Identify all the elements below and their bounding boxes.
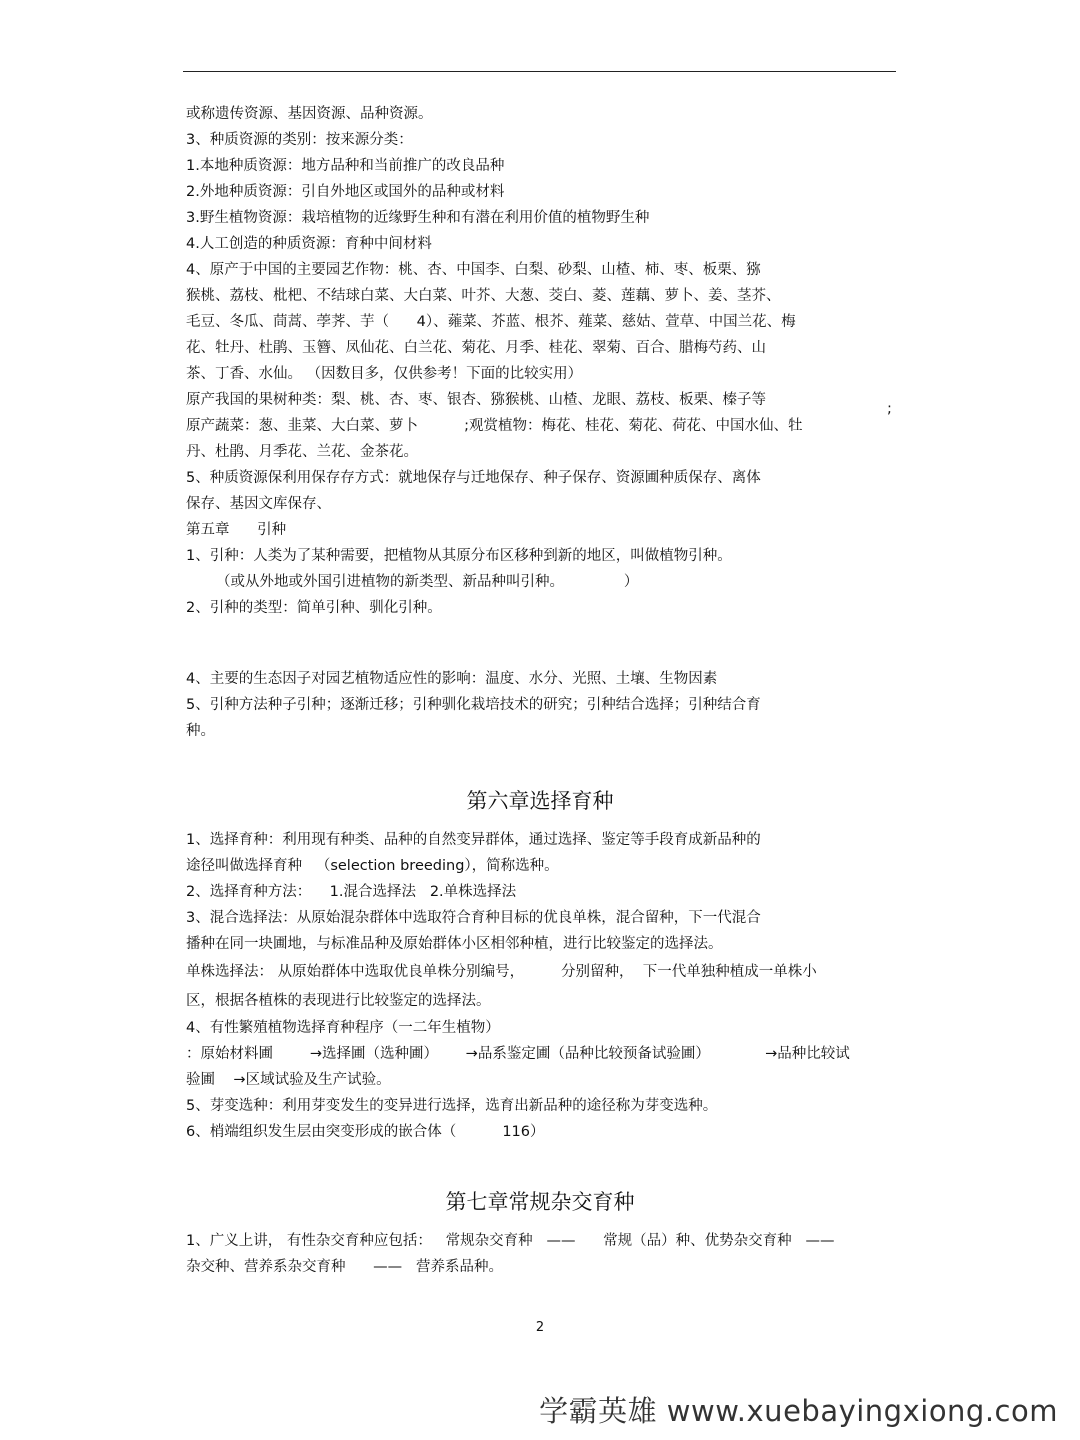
text-line: 1、选择育种：利用现有种类、品种的自然变异群体，通过选择、鉴定等手段育成新品种的: [186, 832, 761, 848]
text-line: 毛豆、冬瓜、茼蒿、荸荠、芋（ 4）、蕹菜、芥蓝、根芥、薤菜、慈姑、萱草、中国兰花、梅: [186, 314, 796, 330]
block-1: [186, 101, 896, 621]
header-rule: [183, 71, 896, 72]
text-line: 3.野生植物资源：栽培植物的近缘野生种和有潜在利用价值的植物野生种: [186, 210, 650, 226]
text-line: 5、引种方法种子引种；逐渐迁移；引种驯化栽培技术的研究；引种结合选择；引种结合育: [186, 697, 761, 713]
block-2: [186, 666, 896, 744]
text-line: 保存、基因文库保存、: [186, 496, 331, 512]
watermark: 学霸英雄 www.xuebayingxiong.com: [539, 1394, 1058, 1428]
text-line: 4、主要的生态因子对园艺植物适应性的影响：温度、水分、光照、土壤、生物因素: [186, 671, 718, 687]
text-line: 2、选择育种方法： 1.混合选择法 2.单株选择法: [186, 884, 517, 900]
chapter-7-heading: 第七章常规杂交育种: [445, 1190, 635, 1214]
text-line: 途径叫做选择育种 （selection breeding），简称选种。: [186, 858, 559, 874]
text-line: 种。: [186, 723, 215, 739]
text-line: 1、广义上讲， 有性杂交育种应包括： 常规杂交育种 —— 常规（品）种、优势杂交育种 ——: [186, 1233, 835, 1249]
page-number: 2: [535, 1320, 545, 1335]
text-line: 5、种质资源保利用保存存方式：就地保存与迁地保存、种子保存、资源圃种质保存、离体: [186, 470, 761, 486]
block-3: [186, 827, 896, 1145]
text-line: 2.外地种质资源：引自外地区或国外的品种或材料: [186, 184, 505, 200]
text-line: 3、混合选择法：从原始混杂群体中选取符合育种目标的优良单株，混合留种，下一代混合: [186, 910, 761, 926]
text-line: （或从外地或外国引进植物的新类型、新品种叫引种。 ）: [216, 574, 639, 590]
text-line: 丹、杜鹃、月季花、兰花、金茶花。: [186, 444, 418, 460]
stray-semicolon: ;: [887, 401, 892, 417]
text-line: 原产蔬菜：葱、韭菜、大白菜、萝卜 ;观赏植物：梅花、桂花、菊花、荷花、中国水仙、牡: [186, 418, 803, 434]
text-line: 验圃 →区域试验及生产试验。: [186, 1072, 391, 1088]
text-line: ：原始材料圃 →选择圃（选种圃） →品系鉴定圃（品种比较预备试验圃） →品种比较试: [186, 1046, 850, 1062]
text-line: 6、梢端组织发生层由突变形成的嵌合体（ 116）: [186, 1124, 545, 1140]
text-line: 花、牡丹、杜鹃、玉簪、凤仙花、白兰花、菊花、月季、桂花、翠菊、百合、腊梅芍药、山: [186, 340, 766, 356]
block-4: [186, 1228, 896, 1280]
text-line: 原产我国的果树种类：梨、桃、杏、枣、银杏、猕猴桃、山楂、龙眼、荔枝、板栗、榛子等: [186, 392, 766, 408]
text-line: 4、有性繁殖植物选择育种程序（一二年生植物）: [186, 1020, 500, 1036]
text-line: 茶、丁香、水仙。 （因数目多，仅供参考！下面的比较实用）: [186, 366, 583, 382]
text-line: 播种在同一块圃地，与标准品种及原始群体小区相邻种植，进行比较鉴定的选择法。: [186, 936, 723, 952]
text-line: 猴桃、荔枝、枇杷、不结球白菜、大白菜、叶芥、大葱、茭白、菱、莲藕、萝卜、姜、茎芥、: [186, 288, 781, 304]
text-line: 单株选择法： 从原始群体中选取优良单株分别编号， 分别留种， 下一代单独种植成一单株小: [186, 964, 817, 980]
text-line: 或称遗传资源、基因资源、品种资源。: [186, 106, 433, 122]
text-line: 5、芽变选种：利用芽变发生的变异进行选择，选育出新品种的途径称为芽变选种。: [186, 1098, 718, 1114]
chapter-6-heading: 第六章选择育种: [466, 789, 614, 813]
text-line: 区，根据各植株的表现进行比较鉴定的选择法。: [186, 993, 491, 1009]
text-line: 1、引种：人类为了某种需要，把植物从其原分布区移种到新的地区，叫做植物引种。: [186, 548, 732, 564]
text-line: 2、引种的类型：简单引种、驯化引种。: [186, 600, 442, 616]
text-line: 4、原产于中国的主要园艺作物：桃、杏、中国李、白梨、砂梨、山楂、柿、枣、板栗、猕: [186, 262, 761, 278]
text-line: 杂交种、营养系杂交育种 —— 营养系品种。: [186, 1259, 503, 1275]
text-line: 3、种质资源的类别：按来源分类：: [186, 132, 413, 148]
text-line: 1.本地种质资源：地方品种和当前推广的改良品种: [186, 158, 505, 174]
text-line: 4.人工创造的种质资源：育种中间材料: [186, 236, 432, 252]
chapter-5-title: 第五章 引种: [186, 522, 287, 538]
